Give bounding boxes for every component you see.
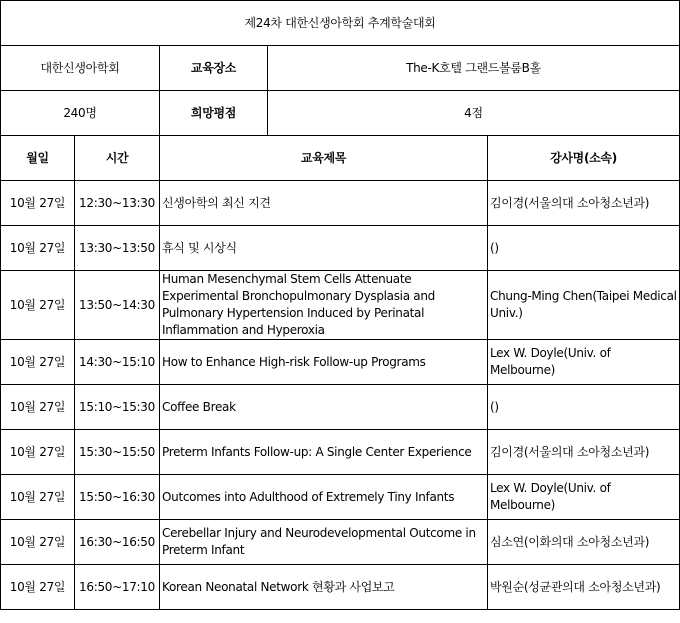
table-row bbox=[1, 520, 680, 565]
session-date: 10월 27일 bbox=[1, 385, 75, 430]
venue-value: The-K호텔 그랜드볼룸B홀 bbox=[268, 46, 680, 91]
session-date: 10월 27일 bbox=[1, 430, 75, 475]
session-time: 15:10~15:30 bbox=[75, 385, 160, 430]
session-time: 14:30~15:10 bbox=[75, 340, 160, 385]
session-date: 10월 27일 bbox=[1, 565, 75, 610]
rating-label: 희망평점 bbox=[160, 91, 268, 136]
capacity-value: 240명 bbox=[1, 91, 160, 136]
session-speaker: Chung-Ming Chen(Taipei Medical Univ.) bbox=[488, 271, 680, 340]
table-row bbox=[1, 271, 680, 340]
session-title: Cerebellar Injury and Neurodevelopmental Outcome in Preterm Infant bbox=[160, 520, 488, 565]
session-time: 16:50~17:10 bbox=[75, 565, 160, 610]
session-speaker: 김이경(서울의대 소아청소년과) bbox=[488, 181, 680, 226]
table-row bbox=[1, 430, 680, 475]
session-date: 10월 27일 bbox=[1, 520, 75, 565]
session-speaker: 심소연(이화의대 소아청소년과) bbox=[488, 520, 680, 565]
event-title: 제24차 대한신생아학회 추계학술대회 bbox=[1, 1, 680, 46]
table-row bbox=[1, 340, 680, 385]
session-date: 10월 27일 bbox=[1, 340, 75, 385]
table-row bbox=[1, 226, 680, 271]
session-speaker: 박원순(성균관의대 소아청소년과) bbox=[488, 565, 680, 610]
session-date: 10월 27일 bbox=[1, 226, 75, 271]
title-row bbox=[1, 1, 680, 46]
session-title: Outcomes into Adulthood of Extremely Tiny Infants bbox=[160, 475, 488, 520]
column-header-title: 교육제목 bbox=[160, 136, 488, 181]
session-time: 15:30~15:50 bbox=[75, 430, 160, 475]
session-speaker: 김이경(서울의대 소아청소년과) bbox=[488, 430, 680, 475]
session-speaker: Lex W. Doyle(Univ. of Melbourne) bbox=[488, 340, 680, 385]
session-title: How to Enhance High-risk Follow-up Programs bbox=[160, 340, 488, 385]
session-time: 12:30~13:30 bbox=[75, 181, 160, 226]
venue-row bbox=[1, 46, 680, 91]
session-title: Coffee Break bbox=[160, 385, 488, 430]
session-date: 10월 27일 bbox=[1, 271, 75, 340]
session-title: Korean Neonatal Network 현황과 사업보고 bbox=[160, 565, 488, 610]
table-row bbox=[1, 181, 680, 226]
session-title: 신생아학의 최신 지견 bbox=[160, 181, 488, 226]
session-title: Preterm Infants Follow-up: A Single Center Experience bbox=[160, 430, 488, 475]
organizer: 대한신생아학회 bbox=[1, 46, 160, 91]
session-time: 15:50~16:30 bbox=[75, 475, 160, 520]
column-header-speaker: 강사명(소속) bbox=[488, 136, 680, 181]
column-header-time: 시간 bbox=[75, 136, 160, 181]
session-speaker: () bbox=[488, 385, 680, 430]
session-title: 휴식 및 시상식 bbox=[160, 226, 488, 271]
table-row bbox=[1, 385, 680, 430]
session-title: Human Mesenchymal Stem Cells Attenuate Experimental Bronchopulmonary Dysplasia and Pulmonary Hypertension Induced by Perinatal Inflammation and Hyperoxia bbox=[160, 271, 488, 340]
session-time: 13:50~14:30 bbox=[75, 271, 160, 340]
table-row bbox=[1, 565, 680, 610]
rating-value: 4점 bbox=[268, 91, 680, 136]
session-speaker: () bbox=[488, 226, 680, 271]
session-time: 16:30~16:50 bbox=[75, 520, 160, 565]
table-row bbox=[1, 475, 680, 520]
column-header-row bbox=[1, 136, 680, 181]
session-date: 10월 27일 bbox=[1, 181, 75, 226]
session-speaker: Lex W. Doyle(Univ. of Melbourne) bbox=[488, 475, 680, 520]
column-header-date: 월일 bbox=[1, 136, 75, 181]
session-date: 10월 27일 bbox=[1, 475, 75, 520]
venue-label: 교육장소 bbox=[160, 46, 268, 91]
session-time: 13:30~13:50 bbox=[75, 226, 160, 271]
rating-row bbox=[1, 91, 680, 136]
